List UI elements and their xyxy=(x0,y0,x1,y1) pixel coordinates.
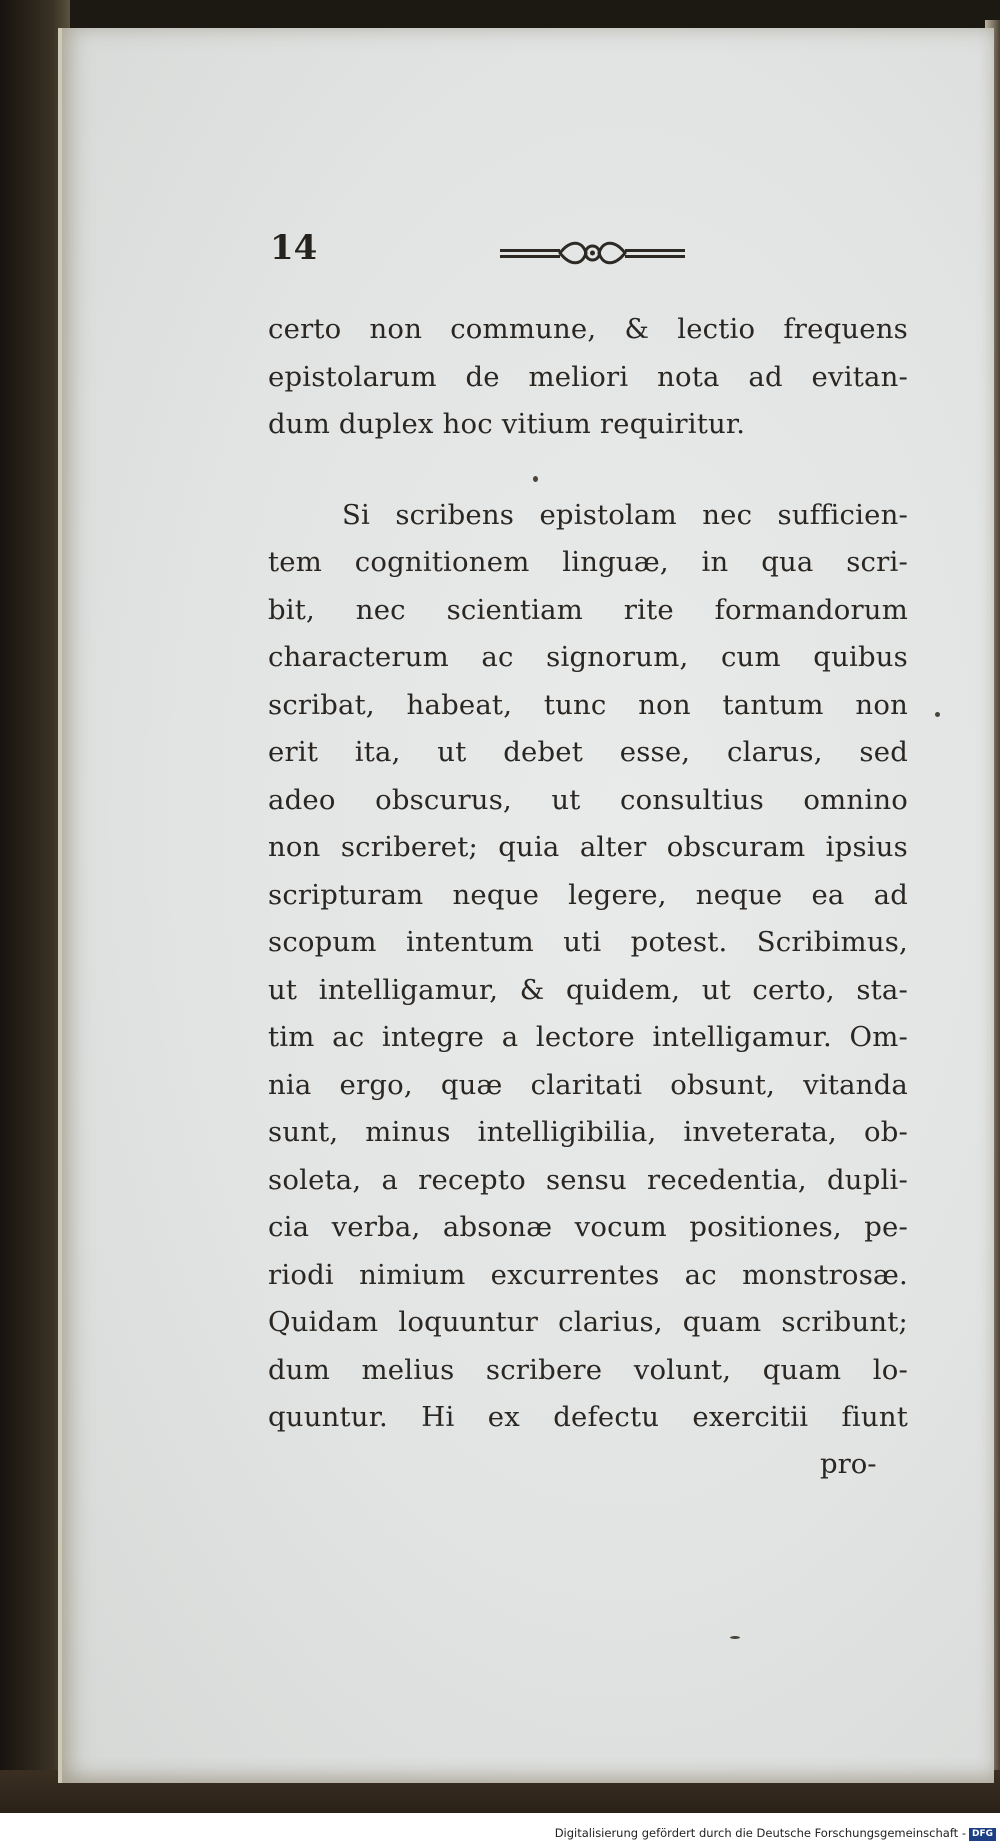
text-line: bit, nec scientiam rite formandorum xyxy=(268,593,908,626)
text-line: ut intelligamur, & quidem, ut certo, sta- xyxy=(268,973,908,1006)
text-line: tim ac integre a lectore intelligamur. Om- xyxy=(268,1021,908,1053)
text-line: scripturam neque legere, neque ea ad xyxy=(268,878,908,911)
text-line: Quidam loquuntur clarius, quam scribunt; xyxy=(268,1306,908,1338)
credit-text: Digitalisierung gefördert durch die Deutsche Forschungsgemeinschaft - xyxy=(554,1826,966,1840)
digitization-credit xyxy=(555,1824,996,1842)
paragraph-gap xyxy=(268,449,908,492)
text-line: certo non commune, & lectio frequens xyxy=(268,313,908,345)
text-line: erit ita, ut debet esse, clarus, sed xyxy=(268,736,908,768)
text-line: nia ergo, quæ claritati obsunt, vitanda xyxy=(268,1068,908,1101)
ink-speck xyxy=(730,1636,740,1639)
text-line: tem cognitionem linguæ, in qua scri- xyxy=(268,546,908,578)
text-line: Si scribens epistolam nec sufficien- xyxy=(342,498,908,531)
body-text xyxy=(268,306,908,1442)
ink-speck xyxy=(935,712,940,717)
ornament-icon xyxy=(500,236,685,270)
text-line: epistolarum de meliori nota ad evitan- xyxy=(268,360,908,393)
text-line: characterum ac signorum, cum quibus xyxy=(268,641,908,673)
text-line: riodi nimium excurrentes ac monstrosæ. xyxy=(268,1258,908,1291)
text-line: dum melius scribere volunt, quam lo- xyxy=(268,1353,908,1386)
text-line: scopum intentum uti potest. Scribimus, xyxy=(268,926,908,958)
text-line: non scriberet; quia alter obscuram ipsius xyxy=(268,831,908,863)
text-line: adeo obscurus, ut consultius omnino xyxy=(268,783,908,816)
dfg-logo: DFG xyxy=(969,1828,996,1841)
text-line: cia verba, absonæ vocum positiones, pe- xyxy=(268,1211,908,1243)
ink-speck xyxy=(533,476,538,482)
page-number: 14 xyxy=(270,228,318,268)
text-line: sunt, minus intelligibilia, inveterata, ob- xyxy=(268,1116,908,1148)
text-line: quuntur. Hi ex defectu exercitii fiunt xyxy=(268,1401,908,1433)
running-head xyxy=(270,228,690,278)
text-line: scribat, habeat, tunc non tantum non xyxy=(268,688,908,721)
catchword: pro- xyxy=(820,1448,877,1480)
text-line: soleta, a recepto sensu recedentia, dupli- xyxy=(268,1163,908,1196)
text-line: dum duplex hoc vitium requiritur. xyxy=(268,408,746,440)
